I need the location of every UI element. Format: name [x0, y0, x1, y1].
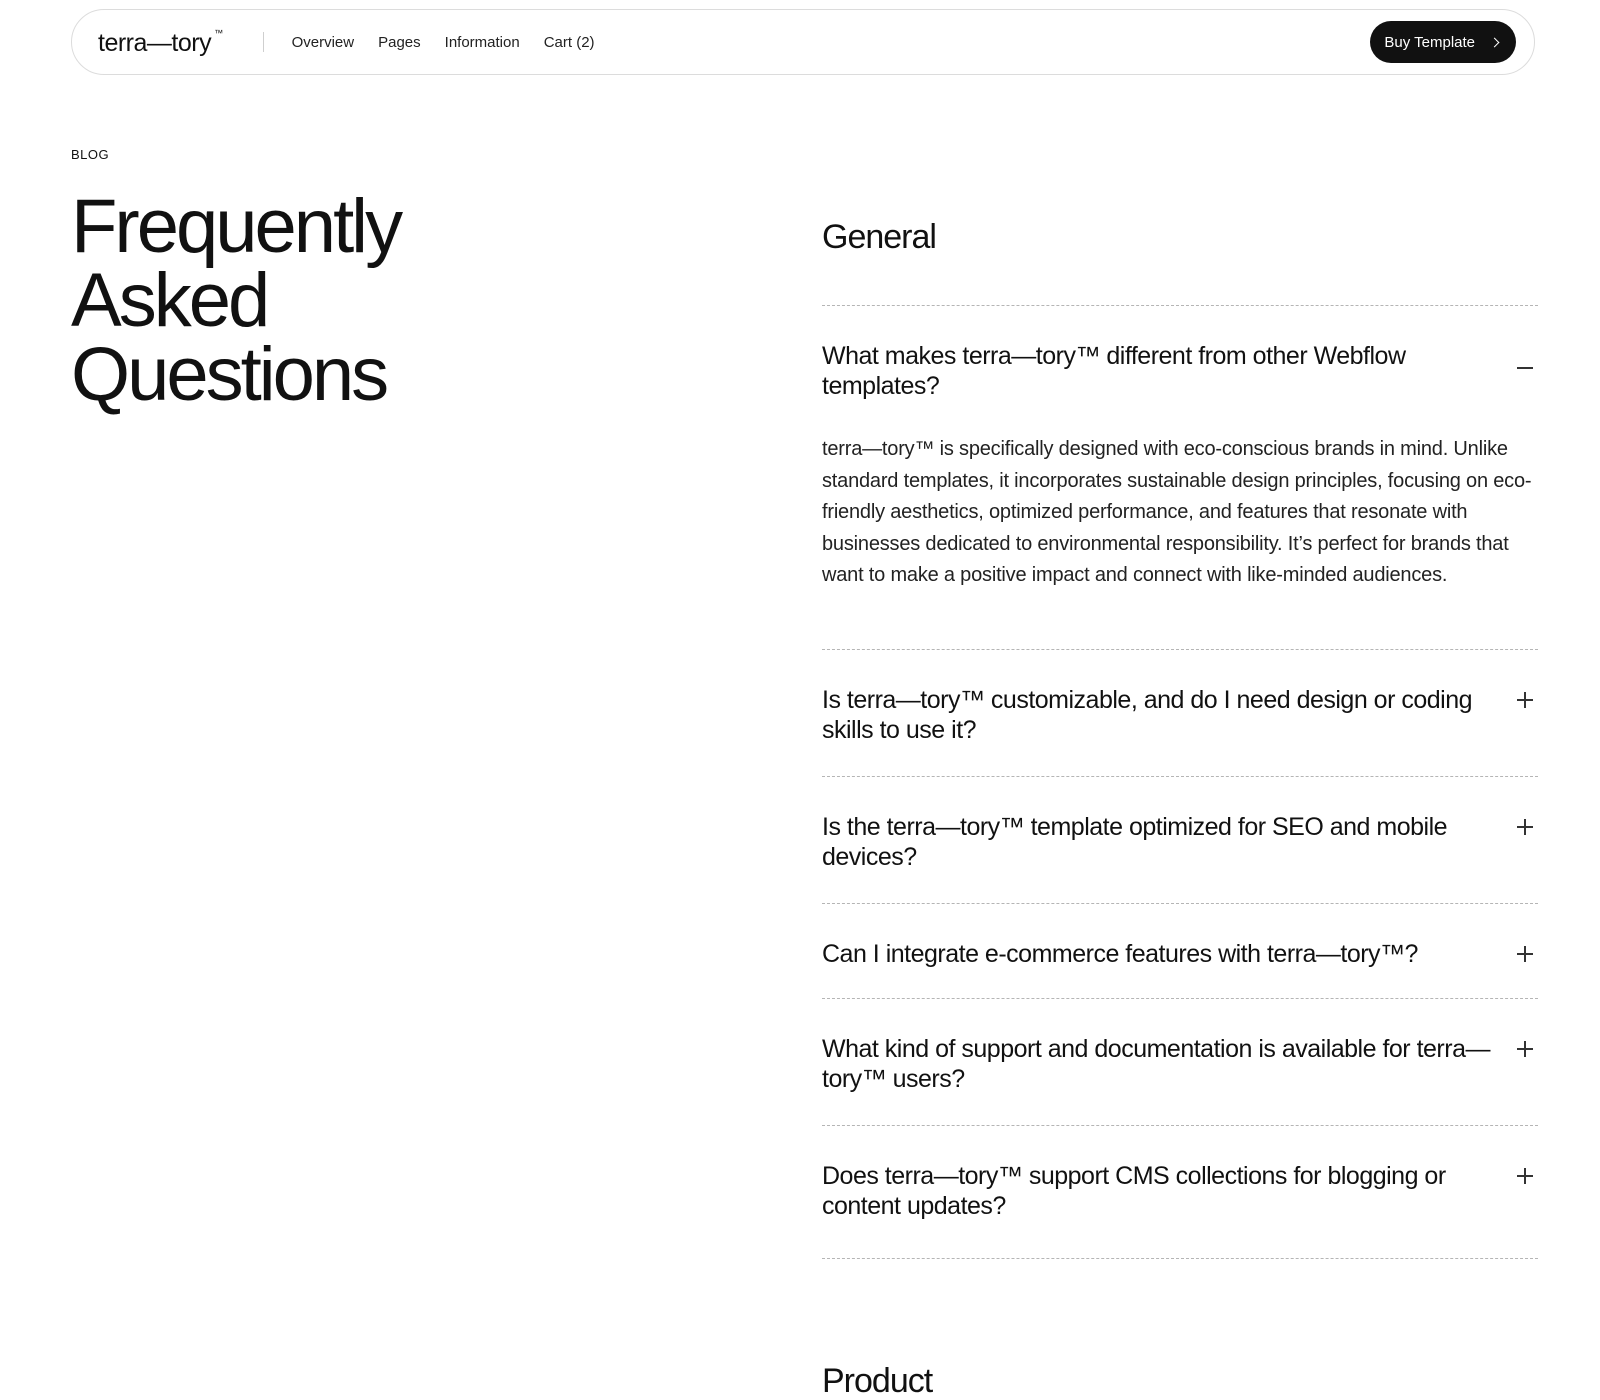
faq-question: Is the terra—tory™ template optimized for SEO and mobile devices?: [822, 813, 1448, 871]
page-title: [71, 184, 491, 417]
nav-link-information[interactable]: Information: [444, 33, 520, 51]
nav-link-overview[interactable]: Overview: [291, 33, 355, 51]
faq-question-row[interactable]: [822, 685, 1538, 745]
buy-template-button[interactable]: [1370, 21, 1516, 63]
faq-item: [822, 812, 1538, 872]
divider: [822, 1258, 1538, 1259]
nav-divider: [263, 32, 264, 52]
brand-trademark: ™: [214, 27, 223, 38]
faq-question-row[interactable]: [822, 1034, 1538, 1094]
faq-question-row[interactable]: [822, 812, 1538, 872]
divider: [822, 903, 1538, 904]
section-title-product: Product: [822, 1362, 933, 1400]
nav-links: [292, 34, 595, 51]
faq-item: [822, 685, 1538, 745]
section-title-general: General: [822, 218, 936, 256]
buy-template-label: Buy Template: [1384, 33, 1475, 51]
nav-link-pages[interactable]: Pages: [378, 33, 421, 51]
divider: [822, 305, 1538, 306]
plus-icon[interactable]: [1512, 814, 1538, 840]
faq-question: What makes terra—tory™ different from other Webflow templates?: [822, 342, 1406, 400]
plus-icon[interactable]: [1512, 941, 1538, 967]
page-title-line-2: Asked: [71, 258, 268, 343]
faq-question: Is terra—tory™ customizable, and do I need design or coding skills to use it?: [822, 686, 1473, 744]
plus-icon[interactable]: [1512, 1036, 1538, 1062]
faq-item: [822, 939, 1538, 969]
faq-question-row[interactable]: [822, 1161, 1538, 1221]
faq-question-row[interactable]: [822, 341, 1538, 401]
page-title-line-1: Frequently: [71, 184, 401, 269]
faq-question-row[interactable]: [822, 939, 1538, 969]
faq-item: [822, 1161, 1538, 1221]
faq-question: Can I integrate e-commerce features with terra—tory™?: [822, 940, 1418, 968]
navbar: [71, 9, 1535, 75]
brand-logo[interactable]: [98, 27, 223, 57]
faq-question: What kind of support and documentation is available for terra—tory™ users?: [822, 1035, 1490, 1093]
page-title-line-3: Questions: [71, 332, 387, 417]
plus-icon[interactable]: [1512, 687, 1538, 713]
minus-icon[interactable]: [1512, 355, 1538, 381]
brand-name: terra—tory: [98, 28, 212, 57]
faq-item: [822, 1034, 1538, 1094]
faq-answer: terra—tory™ is specifically designed with eco-conscious brands in mind. Unlike standard templates, it incorporates sustainable design principles, focusing on eco-friendly aesthetics, optimized performance, and features that resonate with businesses dedicated to environmental responsibility. It’s perfect for brands that want to make a positive impact and connect with like-minded audiences.: [822, 438, 1532, 586]
divider: [822, 649, 1538, 650]
faq-item: [822, 341, 1538, 592]
divider: [822, 776, 1538, 777]
nav-link-cart[interactable]: Cart (2): [543, 33, 595, 51]
divider: [822, 1125, 1538, 1126]
chevron-right-icon: [1490, 37, 1500, 47]
plus-icon[interactable]: [1512, 1163, 1538, 1189]
divider: [822, 998, 1538, 999]
faq-question: Does terra—tory™ support CMS collections for blogging or content updates?: [822, 1162, 1446, 1220]
eyebrow-label: BLOG: [71, 147, 110, 162]
